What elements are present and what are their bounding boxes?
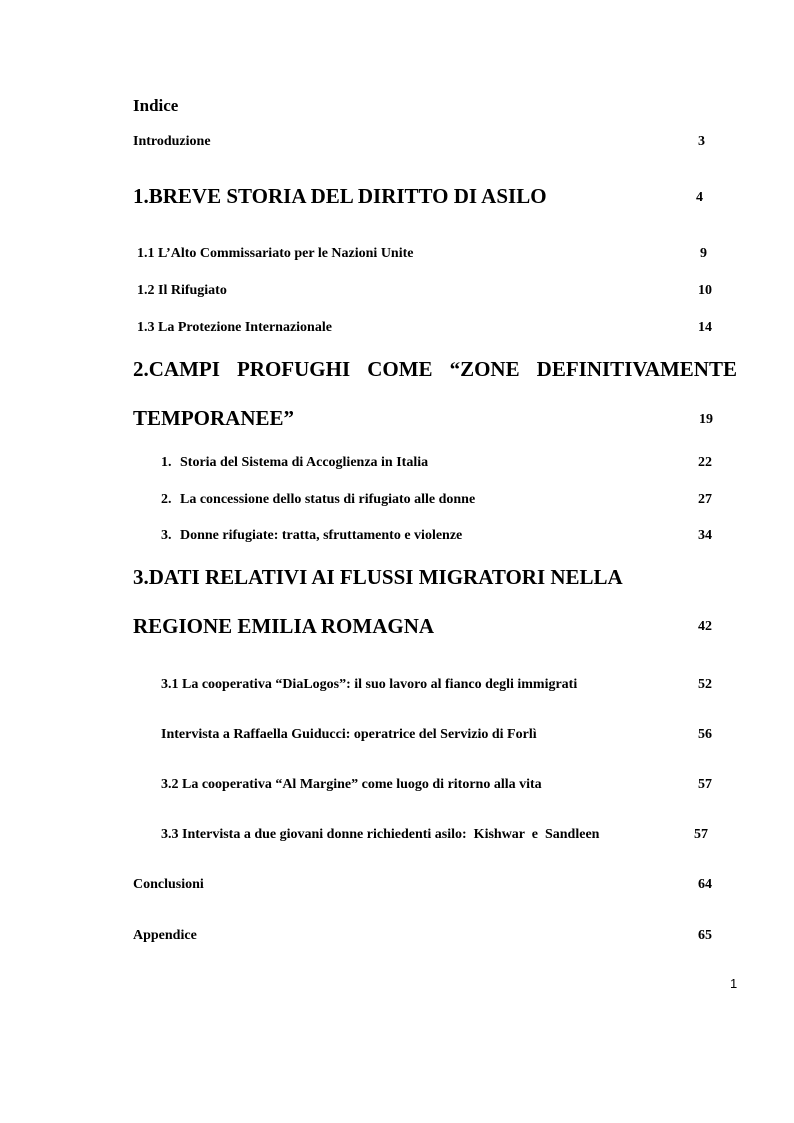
chapter-heading-line-2: TEMPORANEE”: [133, 406, 295, 430]
toc-entry-page: 14: [698, 320, 712, 335]
toc-entry-label: Donne rifugiate: tratta, sfruttamento e violenze: [180, 528, 463, 543]
list-marker: 1.: [161, 455, 172, 470]
toc-entry-label: Appendice: [133, 928, 197, 943]
toc-entry-page: 64: [698, 877, 712, 892]
toc-entry-label: 1.3 La Protezione Internazionale: [137, 320, 332, 335]
toc-entry-page: 52: [698, 677, 712, 692]
toc-entry-page: 34: [698, 528, 712, 543]
toc-entry-label: Storia del Sistema di Accoglienza in Italia: [180, 455, 429, 470]
list-marker: 3.: [161, 528, 172, 543]
toc-entry-page: 22: [698, 455, 712, 470]
toc-entry-page: 4: [696, 190, 703, 205]
chapter-heading: 1.BREVE STORIA DEL DIRITTO DI ASILO: [133, 184, 547, 208]
list-marker: 2.: [161, 492, 172, 507]
toc-entry-label: Introduzione: [133, 134, 211, 149]
chapter-heading-line-2: REGIONE EMILIA ROMAGNA: [133, 614, 435, 638]
toc-entry-label: 1.2 Il Rifugiato: [137, 283, 227, 298]
toc-entry-page: 3: [698, 134, 705, 149]
toc-entry-label: La concessione dello status di rifugiato alle donne: [180, 492, 476, 507]
page-number: 1: [730, 976, 738, 991]
toc-entry-label: Conclusioni: [133, 877, 204, 892]
toc-entry-page: 9: [700, 246, 707, 261]
toc-entry-label: 3.2 La cooperativa “Al Margine” come luogo di ritorno alla vita: [161, 777, 542, 792]
toc-entry-label: 3.3 Intervista a due giovani donne richiedenti asilo: Kishwar e Sandleen: [161, 827, 600, 842]
toc-entry-page: 65: [698, 928, 712, 943]
toc-entry-page: 27: [698, 492, 712, 507]
chapter-heading-line-1: 2.CAMPI PROFUGHI COME “ZONE DEFINITIVAMENTE: [133, 357, 737, 381]
toc-entry-page: 10: [698, 283, 712, 298]
toc-entry-label: 3.1 La cooperativa “DiaLogos”: il suo lavoro al fianco degli immigrati: [161, 677, 578, 692]
toc-entry-page: 42: [698, 619, 712, 634]
toc-entry-page: 56: [698, 727, 712, 742]
toc-title: Indice: [133, 96, 179, 115]
toc-entry-page: 57: [698, 777, 712, 792]
toc-entry-label: Intervista a Raffaella Guiducci: operatrice del Servizio di Forlì: [161, 727, 537, 742]
toc-entry-page: 57: [694, 827, 708, 842]
toc-entry-label: 1.1 L’Alto Commissariato per le Nazioni Unite: [137, 246, 414, 261]
chapter-heading-line-1: 3.DATI RELATIVI AI FLUSSI MIGRATORI NELLA: [133, 565, 623, 589]
toc-entry-page: 19: [699, 412, 713, 427]
